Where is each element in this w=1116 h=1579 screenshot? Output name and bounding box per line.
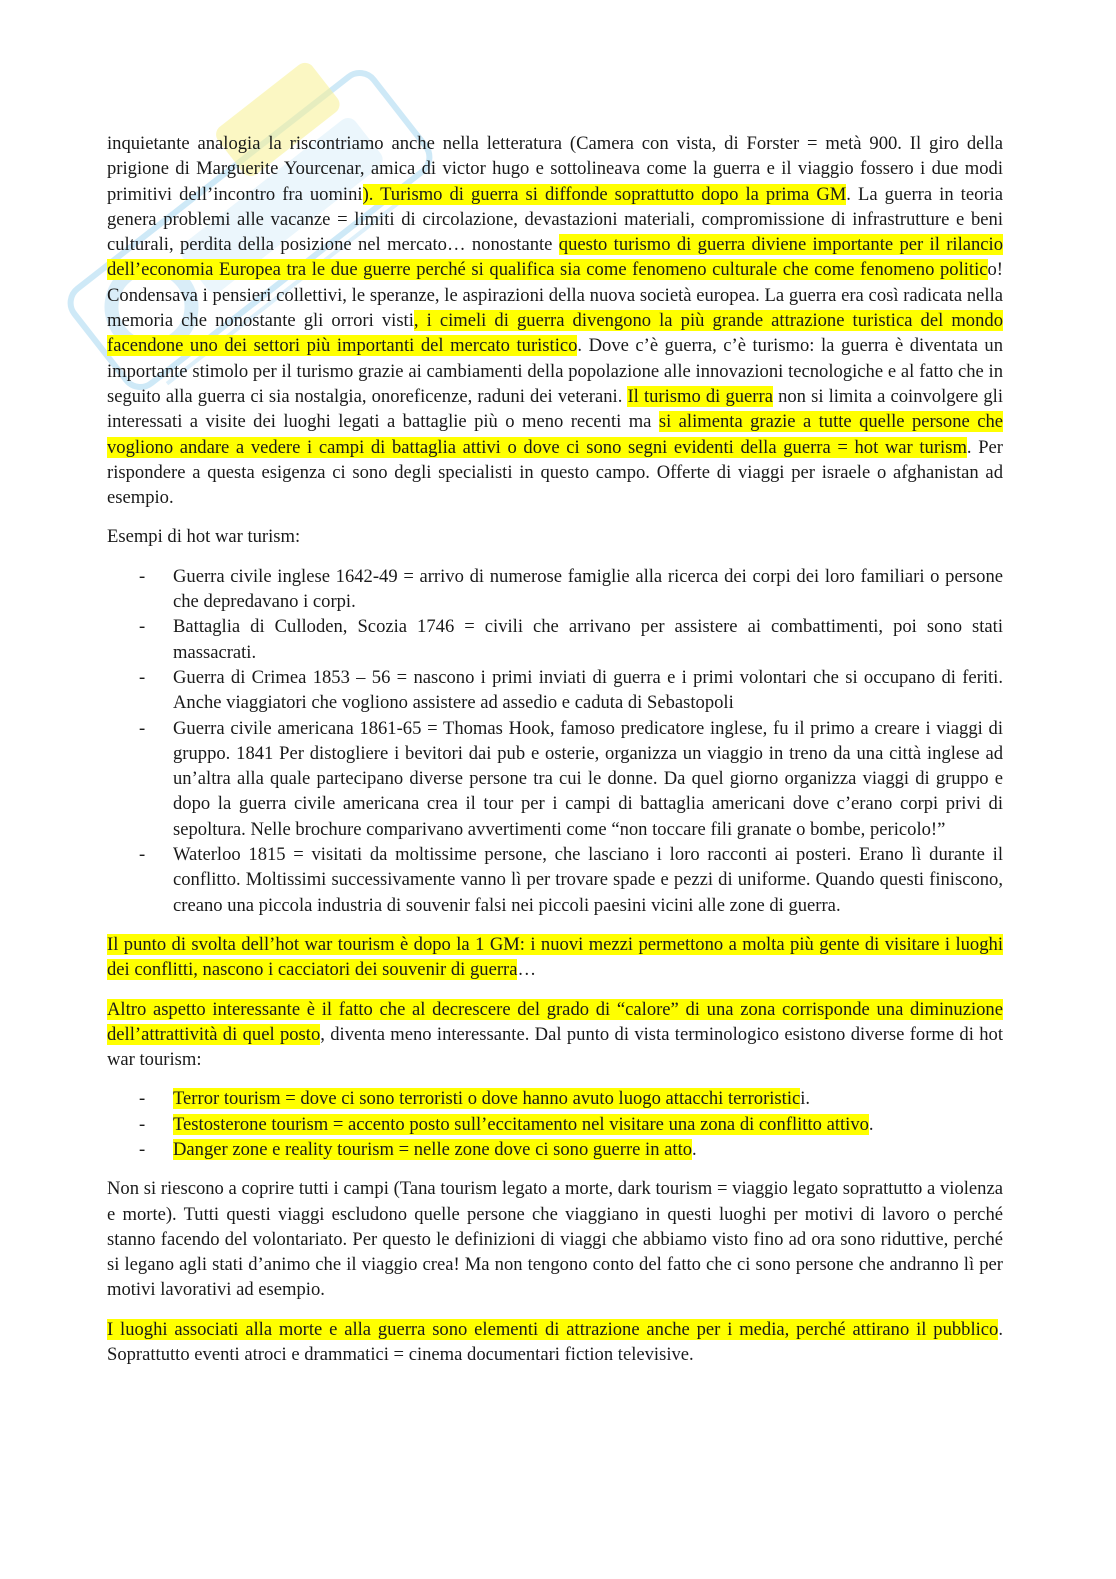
highlighted-text: I luoghi associati alla morte e alla guerra sono elementi di attrazione anche per i media, perché attirano il pubblico xyxy=(107,1318,999,1340)
text-run: inquietante analogia la riscontriamo anche nella letteratura (Camera con vista, di Forster = metà 900. Il giro della prigione di Marguerite Yourcenar, amica di victor hugo e sottolineava come la guerra e il viaggio fossero i due modi primitivi dell’incontro fra uomini xyxy=(107,133,1003,205)
highlighted-text: Altro aspetto interessante è il fatto che al decrescere del grado di “calore” di una zona corrisponde una diminuzione dell’attrattività di quel posto xyxy=(107,998,1003,1045)
paragraph-war-tourism-intro xyxy=(107,131,1003,510)
list-item xyxy=(107,1137,1003,1162)
paragraph-examples-heading: Esempi di hot war turism: xyxy=(107,526,301,548)
list-item xyxy=(107,842,1003,918)
list-item xyxy=(107,1112,1003,1137)
text-run: . Per rispondere a questa esigenza ci sono degli specialisti in questo campo. Offerte di viaggi per israele o afghanistan ad esempio. xyxy=(107,436,1003,509)
document-body xyxy=(107,131,1003,1381)
list-item-text: Guerra di Crimea 1853 – 56 = nascono i primi inviati di guerra e i primi volontari che si occupano di feriti. Anche viaggiatori che vogliono assistere ad assedio e caduta di Sebastopoli xyxy=(173,666,1003,714)
text-run: . Dove c’è guerra, c’è turismo: la guerra è diventata un importante stimolo per il turismo grazie ai cambiamenti della popolazione alle innovazioni tecnologiche e al fatto che in seguito alla guerra ci sia nostalgia, onoreficenze, raduni dei veterani. xyxy=(107,335,1003,407)
dash-bullet: - xyxy=(139,1138,146,1160)
paragraph-turning-point xyxy=(107,932,1003,983)
paragraph-definitions-reductive: Non si riescono a coprire tutti i campi (Tana tourism legato a morte, dark tourism = viaggio legato soprattutto a violenza e morte). Tutti questi viaggi escludono quelle persone che viaggiano in questi luoghi per motivi di lavoro o perché stanno facendo del volontariato. Per questo le definizioni di viaggi che abbiamo visto fino ad ora sono riduttive, perché si legano agli stati d’animo che il viaggio crea! Ma non tengono conto del fatto che ci sono persone che andranno lì per motivi lavorativi ad esempio. xyxy=(107,1178,1003,1301)
highlighted-text: , i cimeli di guerra divengono la più grande attrazione turistica del mondo facendone uno dei settori più importanti del mercato turistico xyxy=(107,310,1003,357)
text-run: i. xyxy=(800,1088,811,1110)
list-item-text: Guerra civile americana 1861-65 = Thomas Hook, famoso predicatore inglese, fu il primo a creare i viaggi di gruppo. 1841 Per distogliere i bevitori dai pub e osterie, organizza un viaggio in treno da una città inglese ad un’altra alla quale partecipano diverse persone tra cui le donne. Da quel giorno organizza viaggi di gruppo e dopo la guerra civile americana crea il tour per i campi di battaglia americani dove c’erano corpi privi di sepoltura. Nelle brochure comparivano avvertimenti come “non toccare fili granate o bombe, pericolo!” xyxy=(173,717,1003,840)
list-item-text: Guerra civile inglese 1642-49 = arrivo di numerose famiglie alla ricerca dei corpi dei loro familiari o persone che depredavano i corpi. xyxy=(173,565,1003,613)
list-item xyxy=(107,564,1003,615)
text-run: o! Condensava i pensieri collettivi, le speranze, le aspirazioni della nuova società europea. La guerra era così radicata nella memoria che nonostante gli orrori visti xyxy=(107,259,1003,332)
paragraph-heat-of-zone xyxy=(107,997,1003,1073)
dash-bullet: - xyxy=(139,616,146,638)
list-item xyxy=(107,665,1003,716)
examples-list xyxy=(107,564,1003,918)
highlighted-text: Testosterone tourism = accento posto sull’eccitamento nel visitare una zona di conflitto attivo xyxy=(173,1113,869,1135)
dash-bullet: - xyxy=(139,1088,146,1110)
list-item-text: Battaglia di Culloden, Scozia 1746 = civili che arrivano per assistere ai combattimenti, poi sono stati massacrati. xyxy=(173,616,1003,663)
dash-bullet: - xyxy=(139,565,146,587)
list-item-text: Waterloo 1815 = visitati da moltissime persone, che lasciano i loro racconti ai posteri. Erano lì durante il conflitto. Moltissimi successivamente vanno lì per trovare spade e pezzi di uniforme. Quando questi finiscono, creano una piccola industria di souvenir falsi nei piccoli paesini vicini alle zone di guerra. xyxy=(173,844,1003,916)
list-item xyxy=(107,614,1003,665)
text-run: … xyxy=(517,959,537,981)
dash-bullet: - xyxy=(139,844,146,866)
list-item xyxy=(107,1086,1003,1111)
text-run: non si limita a coinvolgere gli interessati a visite dei luoghi legati a battaglie più o meno recenti ma xyxy=(107,385,1003,433)
highlighted-text: Terror tourism = dove ci sono terroristi o dove hanno avuto luogo attacchi terroristic xyxy=(173,1088,801,1110)
dash-bullet: - xyxy=(139,666,146,688)
hot-war-tourism-forms-list xyxy=(107,1086,1003,1162)
text-run: . Soprattutto eventi atroci e drammatici = cinema documentari fiction televisive. xyxy=(107,1318,1003,1366)
text-run: . xyxy=(692,1138,697,1160)
highlighted-text: questo turismo di guerra diviene importante per il rilancio dell’economia Europea tra le due guerre perché si qualifica sia come fenomeno culturale che come fenomeno politic xyxy=(107,234,1004,281)
text-run: . xyxy=(868,1113,874,1135)
dash-bullet: - xyxy=(139,1113,146,1135)
paragraph-media-attraction xyxy=(107,1317,1003,1368)
highlighted-text: Il turismo di guerra xyxy=(627,385,773,407)
highlighted-text: Il punto di svolta dell’hot war tourism è dopo la 1 GM: i nuovi mezzi permettono a molta più gente di visitare i luoghi dei conflitti, nascono i cacciatori dei souvenir di guerra xyxy=(107,933,1003,981)
text-run: . La guerra in teoria genera problemi alle vacanze = limiti di circolazione, devastazioni materiali, compromissione di infrastrutture e beni culturali, perdita della posizione nel mercato… nonostante xyxy=(107,183,1003,256)
highlighted-text: ). Turismo di guerra si diffonde soprattutto dopo la prima GM xyxy=(362,183,847,205)
dash-bullet: - xyxy=(139,717,146,739)
list-item xyxy=(107,716,1003,842)
highlighted-text: si alimenta grazie a tutte quelle persone che vogliono andare a vedere i campi di battaglia attivi o dove ci sono segni evidenti della guerra = hot war turism xyxy=(107,411,1003,458)
highlighted-text: Danger zone e reality tourism = nelle zone dove ci sono guerre in atto xyxy=(173,1138,693,1160)
text-run: , diventa meno interessante. Dal punto di vista terminologico esistono diverse forme di hot war tourism: xyxy=(107,1023,1003,1071)
